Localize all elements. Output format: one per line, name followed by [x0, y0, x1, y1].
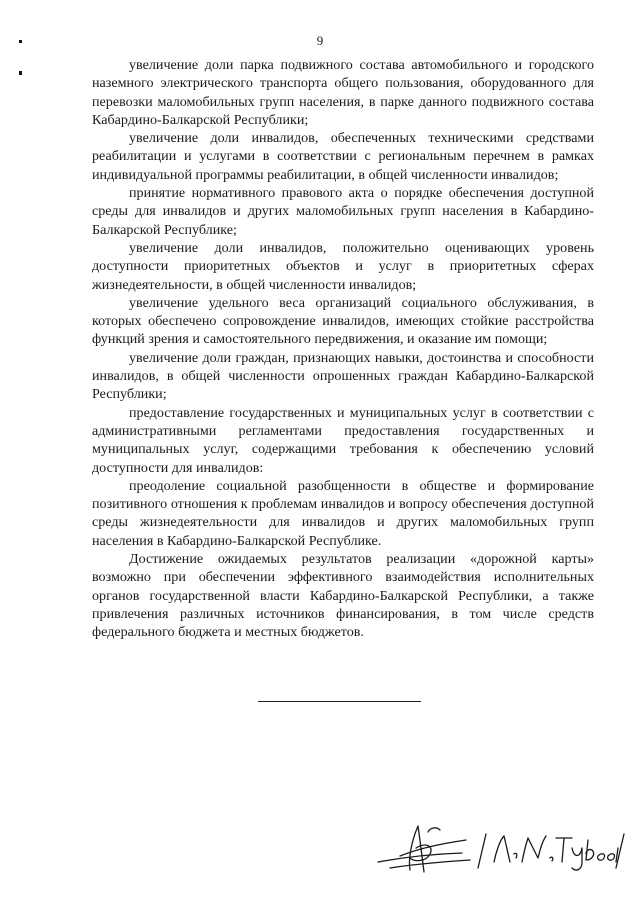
- signature-drawing: [370, 818, 620, 878]
- signature-divider-line: [258, 701, 421, 702]
- paragraph: увеличение доли граждан, признающих навыки, достоинства и способности инвалидов, в общей численности опрошенных граждан Кабардино-Балкарской Республики;: [92, 349, 594, 403]
- handwritten-signature: [370, 818, 620, 878]
- paragraph: увеличение удельного веса организаций социального обслуживания, в которых обеспечено сопровождение инвалидов, имеющих стойкие расстройства функций зрения и самостоятельного передвижения, и оказание им помощи;: [92, 294, 594, 348]
- paragraph: увеличение доли инвалидов, положительно оценивающих уровень доступности приоритетных объектов и услуг в приоритетных сферах жизнедеятельности, в общей численности инвалидов;: [92, 239, 594, 293]
- paragraph: Достижение ожидаемых результатов реализации «дорожной карты» возможно при обеспечении эффективного взаимодействия исполнительных органов государственной власти Кабардино-Балкарской Республики, а также привлечения различных источников финансирования, в том числе средств федерального бюджета и местных бюджетов.: [92, 551, 594, 641]
- paragraph: преодоление социальной разобщенности в обществе и формирование позитивного отношения к проблемам инвалидов и вопросу обеспечения доступной среды жизнедеятельности для инвалидов и других маломобильных групп населения в Кабардино-Балкарской Республике.: [92, 477, 594, 549]
- paragraph: принятие нормативного правового акта о порядке обеспечения доступной среды для инвалидов и других маломобильных групп населения в Кабардино-Балкарской Республике;: [92, 185, 594, 238]
- paragraph: увеличение доли парка подвижного состава автомобильного и городского наземного электрического транспорта общего пользования, оборудованного для перевозки маломобильных групп населения, в парке данного подвижного состава Кабардино-Балкарской Республики;: [92, 57, 594, 128]
- paragraph: предоставление государственных и муниципальных услуг в соответствии с административными регламентами предоставления государственных и муниципальных услуг, содержащими требования к обеспечению условий доступности для инвалидов:: [92, 404, 594, 476]
- paragraph: увеличение доли инвалидов, обеспеченных техническими средствами реабилитации и услугами в соответствии с региональным перечнем в рамках индивидуальной программы реабилитации, в общей численности инвалидов;: [92, 130, 594, 183]
- page-number: 9: [316, 33, 324, 48]
- scan-artifact-dot: [19, 71, 22, 75]
- document-body: [92, 56, 594, 642]
